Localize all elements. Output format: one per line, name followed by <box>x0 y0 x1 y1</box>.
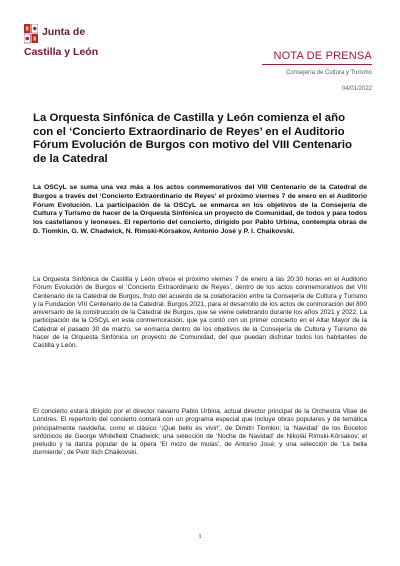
article-lead: La OSCyL se suma una vez más a los actos conmemorativos del VIII Centenario de la Catedral de Burgos a través del ‘Concierto Extraordinario de Reyes’ el próximo viernes 7 de enero en el Auditorio Fórum Evolución. La participación de la OSCyL se enmarca en los objetivos de la Consejería de Cultura y Turismo de hacer de la Orquesta Sinfónica un proyecto de Comunidad, de todos y para todos los castellanos y leoneses. El repertorio del concierto, dirigido por Pablo Urbina, contempla obras de D. Tiomkin, G. W. Chadwick, N. Rimski-Kórsakov, Antonio José y P. I. Chaikovski. <box>33 184 367 235</box>
castilla-y-leon-crest-icon <box>24 24 38 44</box>
article-paragraph-2: El concierto estará dirigido por el director navarro Pablo Urbina, actual director principal de la Orchestra Vitae de Londres. El repertorio del concierto contará con un programa especial que incluye obras populares y de temática principalmente navideña, como el clásico ‘¡Qué bello es vivir!’, de Dimitri Tiomkin; la ‘Navidad’ de los Bocetos sinfónicos de George Whitefield Chadwick; una selección de ‘Noche de Navidad’ de Nikolái Rimski-Kórsakov; el preludio y la danza popular de la ópera ‘El mozo de mulas’, de Antonio José; y una selección de ‘La bella durmiente’, de Piotr Ilich Chaikovski. <box>33 408 367 457</box>
article-paragraph-1: La Orquesta Sinfónica de Castilla y León ofrece el próximo viernes 7 de enero a las 20:30 horas en el Auditorio Fórum Evolución de Burgos el ‘Concierto Extraordinario de Reyes’, dentro de los actos conmemorativos del VIII Centenario de la Catedral de Burgos, fruto del acuerdo de la colaboración entre la Consejería de Cultura y Turismo y la Fundación VIII Centenario de la Catedral. Burgos 2021, para el desarrollo de los actos de conmoración del 800 aniversario de la construcción de la Catedral de Burgos, que se viene celebrando durante los años 2021 y 2022. La participación de la OSCyL en esta conmemoración, que ya contó con un primer concierto en el Altar Mayor de la Catedral el pasado 30 de marzo, se enmarca dentro de los objetivos de la Consejería de Cultura y Turismo de hacer de la Orquesta Sinfónica un proyecto de Comunidad, del que puedan disfrutar todos los habitantes de Castilla y León. <box>33 276 367 350</box>
page-number: 1 <box>198 534 202 540</box>
article-headline: La Orquesta Sinfónica de Castilla y León comienza el año con el ‘Concierto Extraordinario de Reyes’ en el Auditorio Fórum Evolución de Burgos con motivo del VIII Centenario de la Catedral <box>33 112 352 165</box>
logo-text-line1: Junta de <box>42 26 86 38</box>
department-name: Consejería de Cultura y Turismo <box>285 70 372 76</box>
header-divider <box>262 64 372 65</box>
release-date: 04/01/2022 <box>341 86 372 92</box>
press-release-label: NOTA DE PRENSA <box>273 50 372 62</box>
junta-logo <box>24 24 124 68</box>
logo-text-line2: Castilla y León <box>24 46 99 58</box>
